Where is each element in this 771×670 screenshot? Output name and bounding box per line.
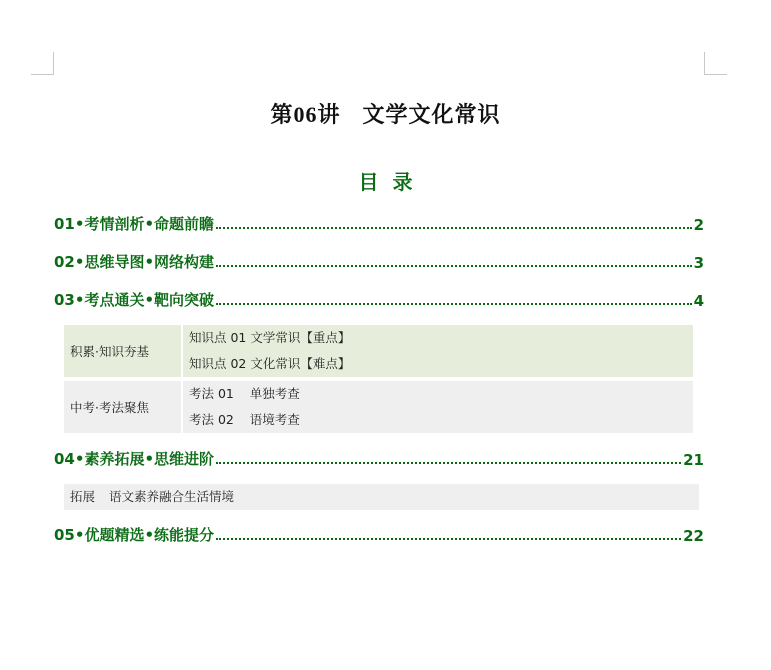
- exam-category-label: 中考·考法聚焦: [70, 400, 149, 415]
- toc-entry-label: 05•优题精选•练能提分: [54, 526, 215, 544]
- toc-leader-dots: [216, 538, 681, 540]
- document-title: [0, 98, 771, 129]
- title-topic: 文学文化常识: [362, 103, 501, 128]
- page-corner-top-left: [31, 52, 54, 75]
- title-number: 06: [293, 102, 318, 127]
- toc-entry-2[interactable]: [54, 250, 704, 272]
- extension-section[interactable]: [64, 484, 699, 510]
- toc-entry-page: 4: [693, 292, 704, 310]
- knowledge-item-2[interactable]: 知识点 02 文化常识【难点】: [189, 356, 351, 371]
- toc-entry-1[interactable]: [54, 212, 704, 234]
- toc-entry-label: 04•素养拓展•思维进阶: [54, 450, 215, 468]
- toc-entry-5[interactable]: [54, 523, 704, 545]
- toc-leader-dots: [216, 303, 692, 305]
- toc-entry-label: 02•思维导图•网络构建: [54, 253, 215, 271]
- toc-heading: 目录: [358, 170, 427, 194]
- title-lecture: 讲: [317, 103, 341, 128]
- toc-leader-dots: [216, 462, 681, 464]
- toc-entry-page: 2: [693, 216, 704, 234]
- knowledge-section: [64, 325, 693, 377]
- exam-item-1[interactable]: 考法 01 单独考查: [189, 386, 300, 401]
- extension-text: 语文素养融合生活情境: [109, 489, 235, 504]
- toc-entry-4[interactable]: [54, 447, 704, 469]
- toc-entry-page: 22: [683, 527, 704, 545]
- title-prefix: 第: [270, 103, 294, 128]
- extension-label: 拓展: [70, 489, 96, 504]
- toc-entry-page: 21: [683, 451, 704, 469]
- toc-entry-3[interactable]: [54, 288, 704, 310]
- knowledge-category-label: 积累·知识夯基: [70, 344, 149, 359]
- toc-entry-label: 03•考点通关•靶向突破: [54, 291, 215, 309]
- toc-entry-page: 3: [693, 254, 704, 272]
- page-corner-top-right: [704, 52, 727, 75]
- toc-leader-dots: [216, 265, 692, 267]
- exam-section: [64, 381, 693, 433]
- toc-leader-dots: [216, 227, 692, 229]
- toc-entry-label: 01•考情剖析•命题前瞻: [54, 215, 215, 233]
- knowledge-item-1[interactable]: 知识点 01 文学常识【重点】: [189, 330, 351, 345]
- exam-item-2[interactable]: 考法 02 语境考查: [189, 412, 300, 427]
